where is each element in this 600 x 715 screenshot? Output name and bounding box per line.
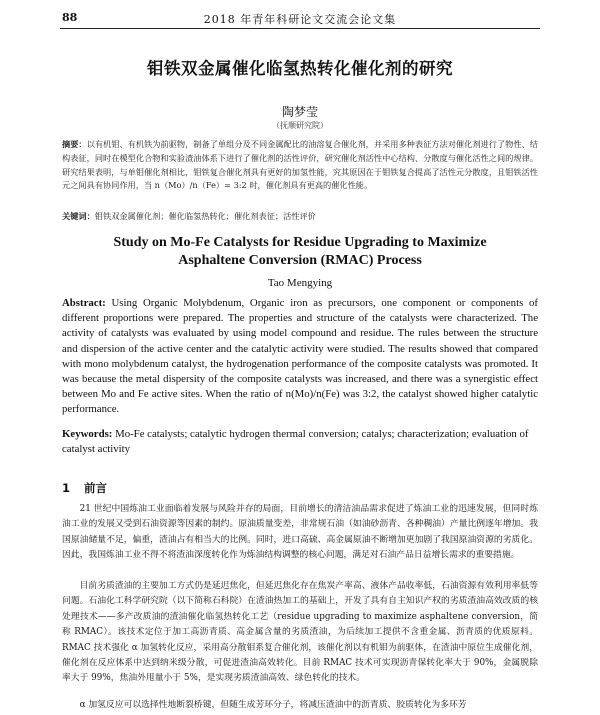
chinese-abstract (62, 138, 538, 193)
english-title (60, 234, 540, 270)
chinese-abstract-label: 摘要： (62, 139, 87, 149)
body-paragraph-3: α 加氢反应可以选择性地断裂桥键，但随生成芳环分子，将减压渣油中的沥青质、胶质转化为多环芳 (79, 700, 467, 710)
section-heading (62, 480, 107, 496)
english-keywords-label: Keywords: (62, 428, 113, 440)
running-header (60, 8, 540, 29)
english-author: Tao Mengying (267, 277, 333, 289)
chinese-author: 陶梦莹 (281, 105, 318, 119)
page-number: 88 (62, 11, 78, 24)
chinese-keywords-text: 钼铁双金属催化剂；催化临氢热转化；催化剂表征；活性评价 (94, 211, 316, 221)
chinese-affiliation: （抚顺研究院） (272, 121, 328, 130)
english-abstract-label: Abstract: (62, 297, 106, 309)
english-keywords (62, 427, 538, 457)
chinese-keywords-label: 关键词： (62, 211, 95, 221)
body-paragraph-2: 目前劣质渣油的主要加工方式仍是延迟焦化，但延迟焦化存在焦炭产率高、液体产品收率低，石油资源有效利用率低等问题。石油化工科学研究院（以下简称石科院）在渣油热加工的基础上，开发了具有自主知识产权的劣质渣油高效改质的核处理技术——多产改质油的渣油催化临氢热转化工艺（residue upgrading to maximize asphaltene conversion，简称 RMAC）。该技术定位于加工高沥青质、高金属含量的劣质渣油，为后续加工提供不含重金属、沥青质的优质原料。RMAC 技术强化 α 加氢转化反应，采用高分散钼系复合催化剂，该催化剂以有机钼为前驱体，在渣油中原位生成催化剂，催化剂在反应体系中达到纳米级分散，可促进渣油高效转化。目前 RMAC 技术可实现沥青保转化率大于 90%，金属脱除率大于 99%，焦油外甩量小于 5%，是实现劣质渣油高效、绿色转化的技术。 (62, 581, 538, 684)
section-number: 1 (62, 481, 71, 495)
english-title-line1: Study on Mo-Fe Catalysts for Residue Upgrading to Maximize (113, 235, 487, 250)
english-abstract (62, 296, 538, 418)
section-title: 前言 (84, 481, 108, 495)
chinese-title: 钼铁双金属催化临氢热转化催化剂的研究 (147, 59, 453, 78)
english-title-line2: Asphaltene Conversion (RMAC) Process (178, 253, 422, 268)
chinese-keywords (62, 210, 538, 223)
english-keywords-text: Mo-Fe catalysts; catalytic hydrogen thermal conversion; catalys; characterization; evaluation of catalyst activity (62, 428, 529, 456)
chinese-abstract-text: 以有机钼、有机铁为前驱物，制备了单组分及不同金属配比的油溶复合催化剂，并采用多种表征方法对催化剂进行了物性、结构表征，同时在模型化合物和实验渣油体系下进行了催化剂的活性评价，研究催化剂活性中心结构、分散度与催化活性之间的规律。研究结果表明，与单钼催化剂相比，钼铁复合催化剂具有更好的加氢性能，究其原因在于钼铁复合提高了活性元分散度，且钼铁活性元之间具有协同作用，当 n（Mo）/n（Fe）= 3:2 时，催化剂具有更高的催化性能。 (62, 139, 538, 191)
english-abstract-text: Using Organic Molybdenum, Organic iron as precursors, one component or components of different proportions were prepared. The properties and structure of the catalysts were characterized. The activity of catalysts was evaluated by using model compound and residue. The rules between the structure and dispersion of the active center and the catalytic activity were studied. The results showed that compared with mono molybdenum catalyst, the hydrogenation performance of the composite catalysts was promoted. It was because the metal dispersity of the composite catalysts was increased, and there was a synergistic effect between Mo and Fe active sites. When the ratio of n(Mo)/n(Fe) was 3:2, the catalyst showed higher catalytic performance. (62, 297, 538, 416)
body-paragraph-1: 21 世纪中国炼油工业面临着发展与风险并存的局面，目前增长的清洁油品需求促进了炼油工业的迅速发展，但同时炼油工业的发展又受到石油资源等因素的制约。原油质量变差，非常规石油（如油砂沥青、各种稠油）产量比例逐年增加。我国原油储量不足，偏重，渣油占有相当大的比例。同时，进口高硫、高金属原油不断增加更加剧了我国原油资源的劣质化。因此，我国炼油工业不得不将渣油深度转化作为炼油结构调整的核心问题，满足对石油产品日益增长需求的重要措施。 (62, 504, 538, 561)
journal-title: 2018 年青年科研论文交流会论文集 (203, 13, 397, 26)
